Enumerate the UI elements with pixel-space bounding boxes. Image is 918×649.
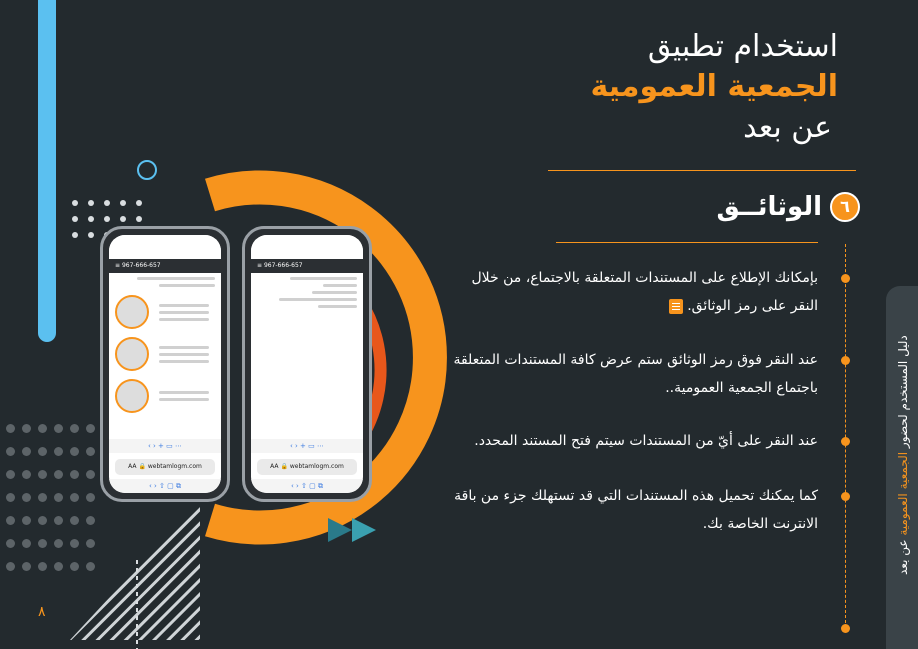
avatar — [115, 337, 149, 371]
phone-toolbar-left: ‹ › + ▭ ⋯ — [109, 439, 221, 453]
page-title — [438, 28, 838, 148]
url-bar-left[interactable]: AA 🔒 webtamlogm.com — [115, 459, 215, 475]
section-heading — [717, 192, 860, 222]
paragraph-3: عند النقر على أيّ من المستندات سيتم فتح المستند المحدد. — [474, 433, 818, 449]
bullet-1 — [841, 274, 850, 283]
phone-header-left: ≡ 967-666-657 — [109, 259, 221, 273]
phone-toolbar-right: ‹ › + ▭ ⋯ — [251, 439, 363, 453]
bullet-4 — [841, 492, 850, 501]
phone-screen-left — [109, 235, 221, 493]
phone-nav-right: ‹ › ⇧ ▢ ⧉ — [251, 479, 363, 493]
timeline-end-dot — [841, 624, 850, 633]
bullet-3 — [841, 437, 850, 446]
side-tab-label: دليل المستخدم لحضور الجمعية العمومية عن بعد — [896, 335, 910, 575]
phone-mockup-left — [100, 226, 230, 502]
avatar — [115, 295, 149, 329]
section-title: الوثائــق — [716, 192, 822, 222]
page-number: ٨ — [38, 604, 46, 620]
title-line-3: عن بعد — [743, 110, 832, 145]
paragraph-4: كما يمكنك تحميل هذه المستندات التي قد تستهلك جزء من باقة الانترنت الخاصة بك. — [454, 488, 818, 532]
striped-triangle — [70, 500, 200, 640]
divider-section — [556, 242, 818, 243]
document-icon — [669, 299, 683, 314]
phone-screen-right — [251, 235, 363, 493]
title-line-1: استخدام تطبيق — [647, 29, 838, 64]
avatar — [115, 379, 149, 413]
url-bar-right[interactable]: AA 🔒 webtamlogm.com — [257, 459, 357, 475]
phone-nav-left: ‹ › ⇧ ▢ ⧉ — [109, 479, 221, 493]
timeline-line — [845, 244, 846, 628]
arrow-teal-2 — [352, 518, 376, 542]
section-number-badge: ٦ — [830, 192, 860, 222]
phone-header-right: ≡ 967-666-657 — [251, 259, 363, 273]
paragraph-2: عند النقر فوق رمز الوثائق ستم عرض كافة المستندات المتعلقة باجتماع الجمعية العمومية.. — [453, 352, 818, 396]
bullet-2 — [841, 356, 850, 365]
divider-top — [548, 170, 856, 171]
paragraph-1: بإمكانك الإطلاع على المستندات المتعلقة بالاجتماع، من خلال النقر على رمز الوثائق. — [471, 270, 818, 314]
phone-mockup-right — [242, 226, 372, 502]
title-line-2: الجمعية العمومية — [590, 69, 838, 104]
